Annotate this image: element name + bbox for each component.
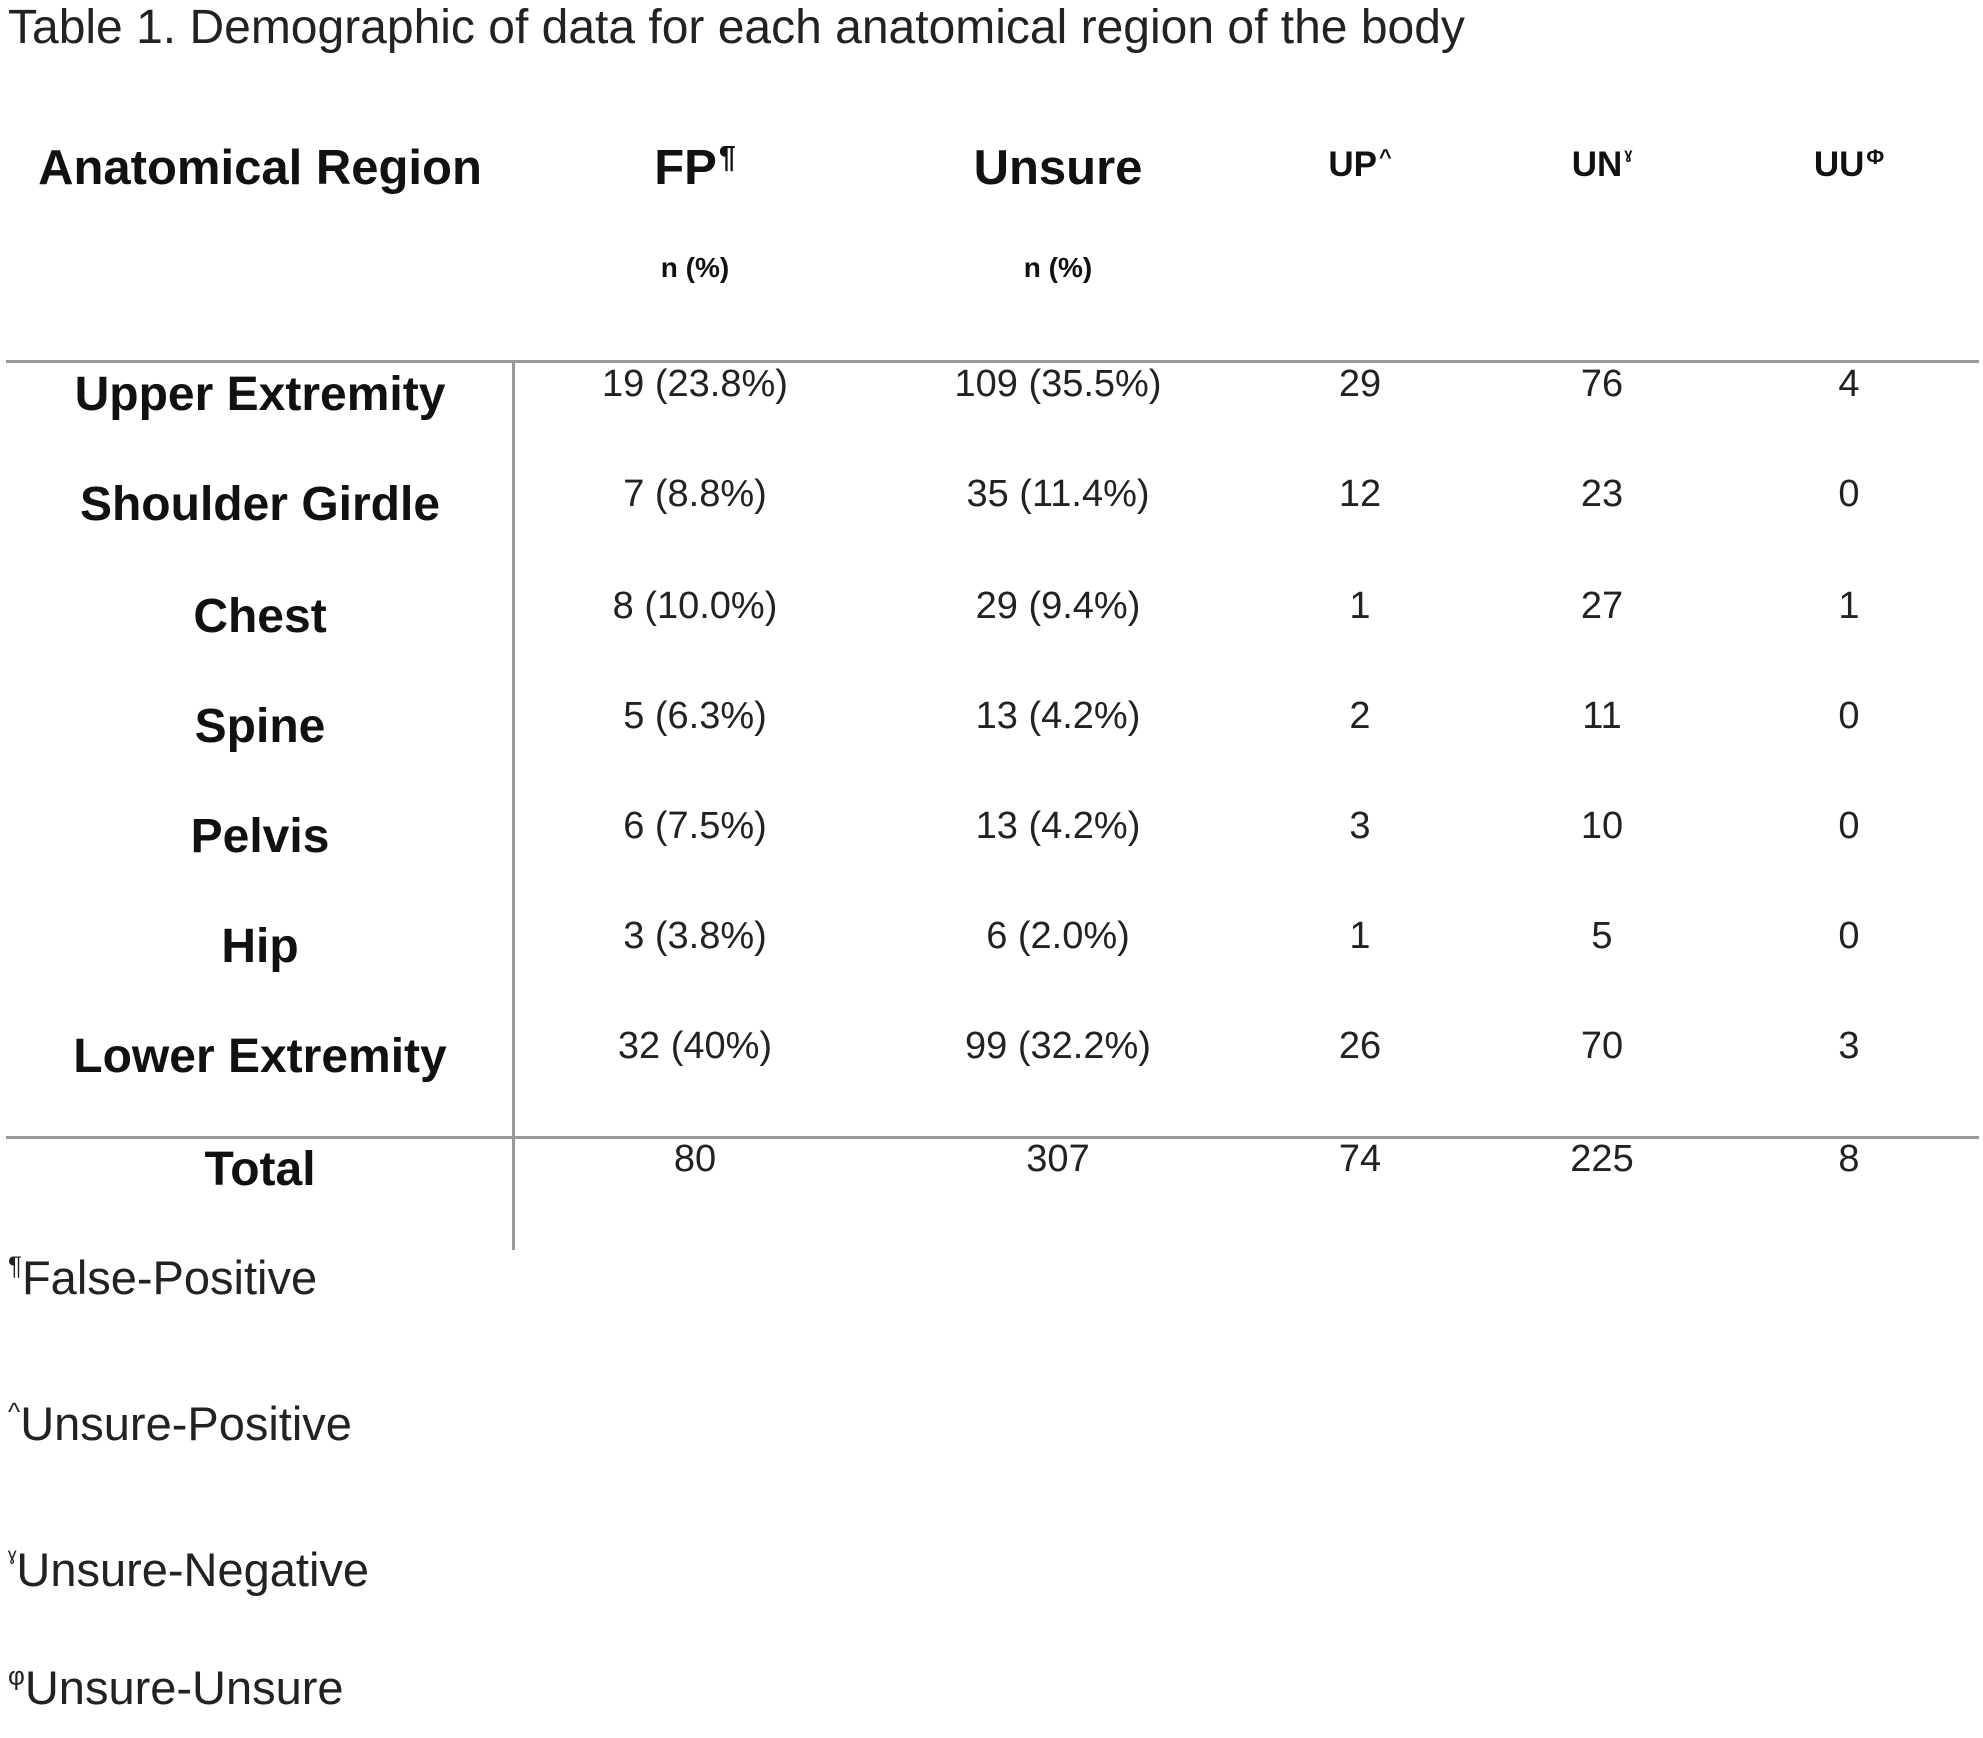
row-un: 10 xyxy=(1580,805,1624,847)
table-caption: Table 1. Demographic of data for each anatomical region of the body xyxy=(8,1,1465,54)
table-row xyxy=(0,915,1983,995)
footnote-text: Unsure-Unsure xyxy=(24,1661,344,1714)
row-region: Chest xyxy=(193,590,327,643)
header-un xyxy=(1502,144,1702,185)
row-up: 12 xyxy=(1338,473,1382,515)
footnote-text: Unsure-Positive xyxy=(20,1397,352,1450)
row-up: 3 xyxy=(1349,805,1371,847)
row-un: 76 xyxy=(1580,363,1624,405)
footnote-unsure-negative xyxy=(8,1542,369,1597)
row-unsure: 13 (4.2%) xyxy=(975,805,1141,847)
row-uu: 0 xyxy=(1838,695,1860,737)
table-row xyxy=(0,585,1983,665)
header-up-symbol: ^ xyxy=(1378,144,1392,169)
row-unsure: 109 (35.5%) xyxy=(954,363,1162,405)
row-fp: 5 (6.3%) xyxy=(623,695,767,737)
row-un: 27 xyxy=(1580,585,1624,627)
row-uu: 0 xyxy=(1838,915,1860,957)
row-uu: 3 xyxy=(1838,1025,1860,1067)
header-uu xyxy=(1749,144,1949,185)
header-fp-unit: n (%) xyxy=(660,252,730,283)
footnote-text: False-Positive xyxy=(21,1251,318,1304)
header-fp-label: FP xyxy=(654,141,717,195)
header-uu-symbol: Φ xyxy=(1866,144,1885,169)
row-un: 11 xyxy=(1582,695,1622,737)
row-up: 1 xyxy=(1349,915,1371,957)
row-un: 70 xyxy=(1580,1025,1624,1067)
row-fp: 19 (23.8%) xyxy=(602,363,788,405)
table-row xyxy=(0,473,1983,553)
row-fp: 8 (10.0%) xyxy=(612,585,778,627)
footnote-symbol: ¶ xyxy=(8,1250,22,1281)
total-fp: 80 xyxy=(673,1138,717,1180)
row-fp: 3 (3.8%) xyxy=(623,915,767,957)
total-unsure: 307 xyxy=(1026,1138,1090,1180)
row-region: Shoulder Girdle xyxy=(79,478,441,531)
row-region: Upper Extremity xyxy=(74,368,446,421)
row-uu: 1 xyxy=(1838,585,1860,627)
row-region: Lower Extremity xyxy=(73,1030,447,1083)
header-unsure-label: Unsure xyxy=(973,141,1143,195)
table-row xyxy=(0,805,1983,885)
total-row xyxy=(0,1138,1983,1218)
header-region-label: Anatomical Region xyxy=(38,141,482,195)
row-un: 5 xyxy=(1591,915,1613,957)
header-uu-label: UU xyxy=(1813,144,1865,184)
footnote-symbol: φ xyxy=(8,1660,25,1691)
footnote-symbol: ^ xyxy=(8,1396,21,1427)
total-up: 74 xyxy=(1338,1138,1382,1180)
row-unsure: 35 (11.4%) xyxy=(966,473,1150,515)
row-unsure: 6 (2.0%) xyxy=(986,915,1130,957)
row-uu: 0 xyxy=(1838,473,1860,515)
row-unsure: 13 (4.2%) xyxy=(975,695,1141,737)
footnote-symbol: ˠ xyxy=(8,1542,17,1573)
footnote-unsure-positive xyxy=(8,1396,352,1451)
header-up-label: UP xyxy=(1328,144,1377,184)
row-region: Hip xyxy=(221,920,299,973)
row-un: 23 xyxy=(1580,473,1624,515)
table-row xyxy=(0,695,1983,775)
footnote-text: Unsure-Negative xyxy=(16,1543,370,1596)
total-label: Total xyxy=(204,1143,316,1196)
footnote-unsure-unsure xyxy=(8,1660,344,1715)
footnote-false-positive xyxy=(8,1250,317,1305)
header-unsure-unit: n (%) xyxy=(1023,252,1093,283)
row-fp: 32 (40%) xyxy=(617,1025,773,1067)
header-un-symbol: ˠ xyxy=(1624,144,1633,169)
header-up xyxy=(1260,144,1460,185)
row-uu: 4 xyxy=(1838,363,1860,405)
row-up: 2 xyxy=(1349,695,1371,737)
row-fp: 6 (7.5%) xyxy=(623,805,767,847)
row-unsure: 29 (9.4%) xyxy=(975,585,1141,627)
row-up: 29 xyxy=(1338,363,1382,405)
header-fp xyxy=(495,140,895,196)
row-fp: 7 (8.8%) xyxy=(623,473,767,515)
header-anatomical-region xyxy=(10,140,510,196)
header-unsure xyxy=(858,140,1258,196)
row-region: Pelvis xyxy=(190,810,330,863)
table-row xyxy=(0,1025,1983,1105)
table-row xyxy=(0,363,1983,443)
row-up: 26 xyxy=(1338,1025,1382,1067)
header-un-label: UN xyxy=(1571,144,1623,184)
row-uu: 0 xyxy=(1838,805,1860,847)
header-fp-symbol: ¶ xyxy=(718,140,736,175)
row-up: 1 xyxy=(1349,585,1371,627)
total-un: 225 xyxy=(1570,1138,1634,1180)
total-uu: 8 xyxy=(1838,1138,1860,1180)
row-unsure: 99 (32.2%) xyxy=(965,1025,1151,1067)
row-region: Spine xyxy=(194,700,326,753)
